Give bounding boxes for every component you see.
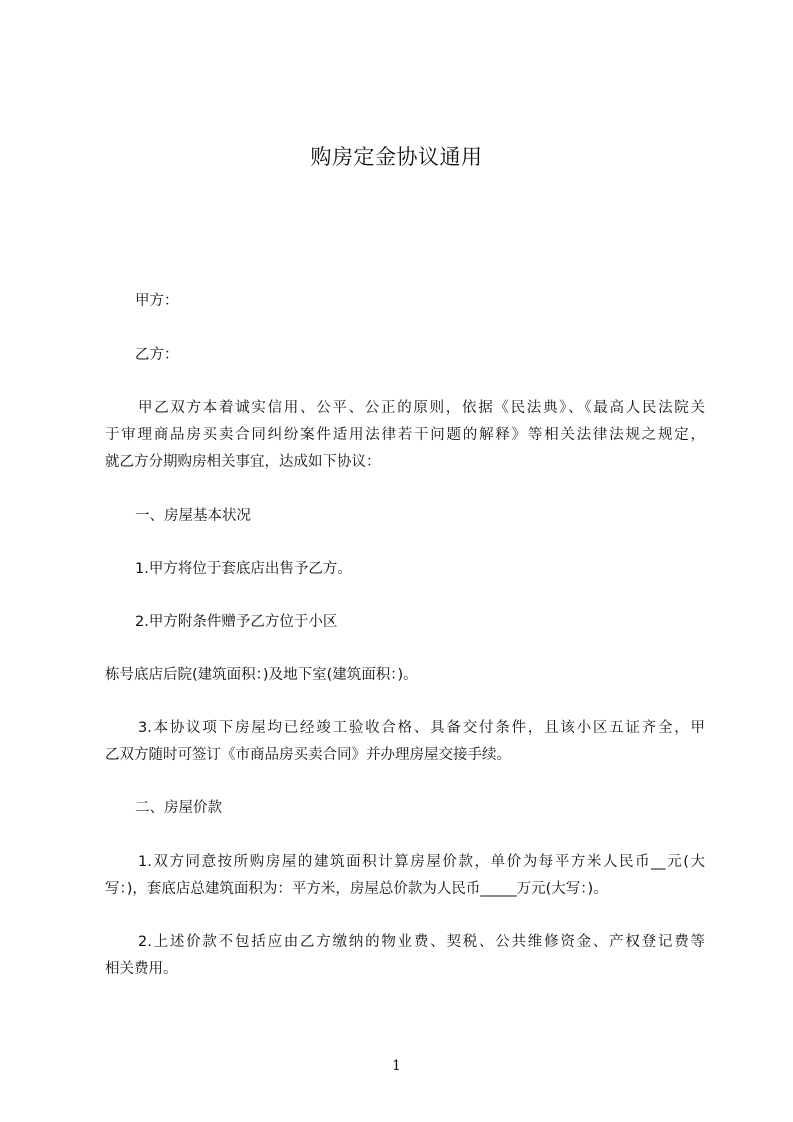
preamble-line-1: 甲乙双方本着诚实信用、公平、公正的原则，依据《民法典》、《最高人民法院关 [138, 400, 705, 416]
section-1-item-3-line-2: 乙双方随时可签订《市商品房买卖合同》并办理房屋交接手续。 [105, 747, 511, 763]
section-2-item-2-line-2: 相关费用。 [105, 961, 178, 977]
section-2-item-2-line-1: 2.上述价款不包括应由乙方缴纳的物业费、契税、公共维修资金、产权登记费等 [138, 934, 705, 950]
section-2-item-1-line-2: 写：)，套底店总建筑面积为：平方米，房屋总价款为人民币_____万元(大写：)。 [105, 881, 608, 897]
section-2-item-1-line-1: 1.双方同意按所购房屋的建筑面积计算房屋价款，单价为每平方米人民币__元(大 [138, 854, 705, 870]
section-1-item-2: 2.甲方附条件赠予乙方位于小区 [135, 614, 338, 630]
page-number: 1 [392, 1058, 401, 1074]
section-1-heading: 一、房屋基本状况 [135, 508, 251, 524]
party-a-label: 甲方： [135, 293, 179, 309]
section-2-heading: 二、房屋价款 [135, 800, 222, 816]
party-b-label: 乙方： [135, 347, 179, 363]
section-1-item-2-continued: 栋号底店后院(建筑面积：)及地下室(建筑面积：)。 [105, 667, 418, 683]
preamble-line-2: 于审理商品房买卖合同纠纷案件适用法律若干问题的解释》等相关法律法规之规定， [105, 427, 705, 443]
preamble-line-3: 就乙方分期购房相关事宜，达成如下协议： [105, 454, 381, 470]
section-1-item-1: 1.甲方将位于套底店出售予乙方。 [135, 561, 352, 577]
page-title: 购房定金协议通用 [310, 145, 483, 169]
section-1-item-3-line-1: 3.本协议项下房屋均已经竣工验收合格、具备交付条件，且该小区五证齐全，甲 [138, 720, 705, 736]
